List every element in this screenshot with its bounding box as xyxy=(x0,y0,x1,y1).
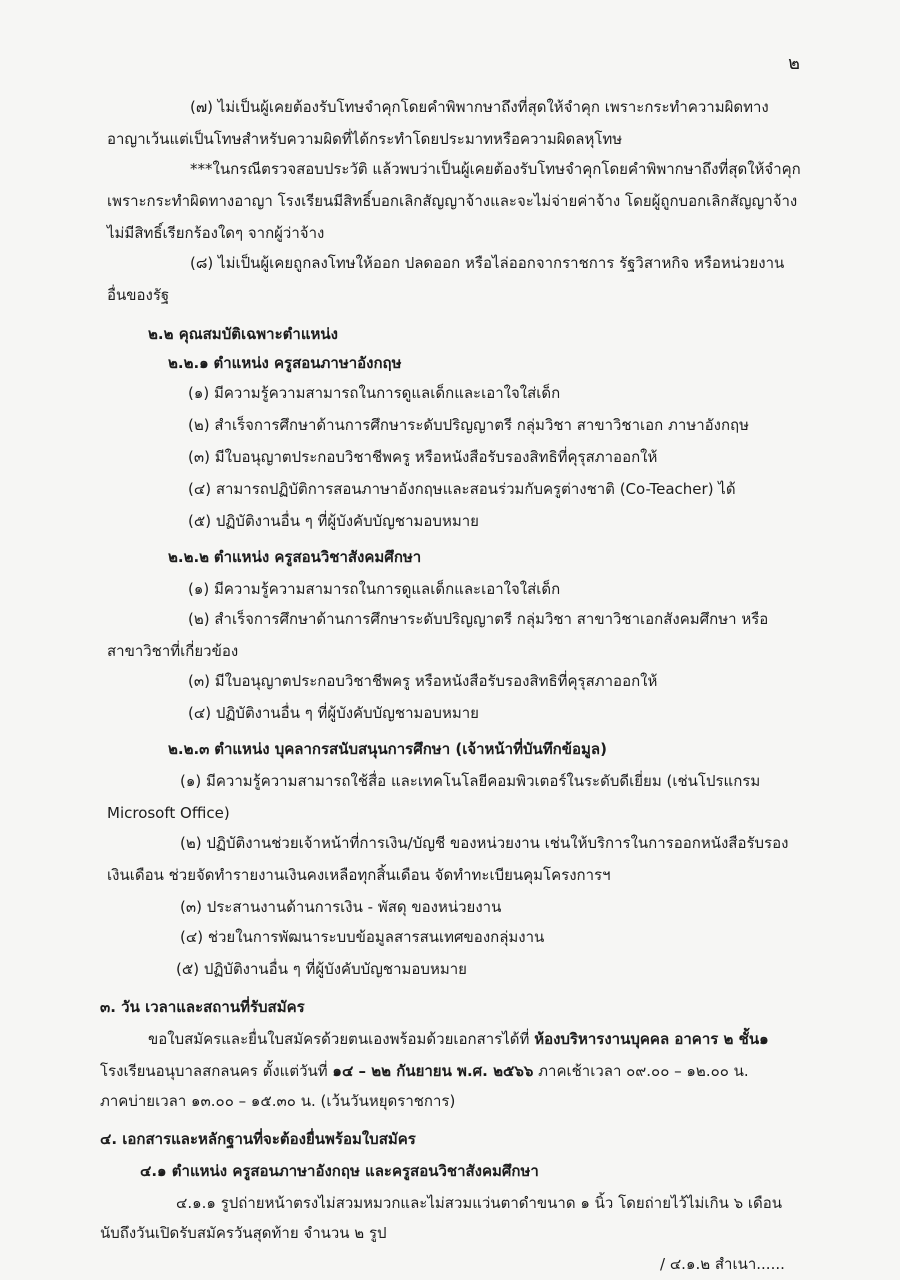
qualification-7-line2: อาญาเว้นแต่เป็นโทษสำหรับความผิดที่ได้กระทำโดยประมาทหรือความผิดลหุโทษ xyxy=(107,130,623,148)
application-place-text: ขอใบสมัครและยื่นใบสมัครด้วยตนเองพร้อมด้วยเอกสารได้ที่ xyxy=(148,1030,535,1048)
section-2-2-1-title: ตำแหน่ง ครูสอนภาษาอังกฤษ xyxy=(213,354,402,372)
application-date-line xyxy=(100,1060,749,1082)
support-staff-item-1-line2: Microsoft Office) xyxy=(107,804,230,822)
application-room: ห้องบริหารงานบุคคล อาคาร ๒ ชั้น๑ xyxy=(534,1030,769,1048)
section-2-2-1-heading xyxy=(168,352,402,374)
school-name: โรงเรียนอนุบาลสกลนคร ตั้งแต่วันที่ xyxy=(100,1062,333,1080)
section-4-heading: ๔. เอกสารและหลักฐานที่จะต้องยื่นพร้อมใบสมัคร xyxy=(100,1130,416,1148)
section-3-heading: ๓. วัน เวลาและสถานที่รับสมัคร xyxy=(100,998,305,1016)
qualification-7-line1: (๗) ไม่เป็นผู้เคยต้องรับโทษจำคุกโดยคำพิพากษาถึงที่สุดให้จำคุก เพราะกระทำความผิดทาง xyxy=(190,98,769,116)
continuation-footer: / ๔.๑.๒ สำเนา...... xyxy=(660,1255,785,1273)
social-teacher-item-4: (๔) ปฏิบัติงานอื่น ๆ ที่ผู้บังคับบัญชามอบหมาย xyxy=(188,704,479,722)
social-teacher-item-3: (๓) มีใบอนุญาตประกอบวิชาชีพครู หรือหนังสือรับรองสิทธิที่คุรุสภาออกให้ xyxy=(188,672,658,690)
section-2-2-2-heading xyxy=(168,546,421,568)
application-place-line1 xyxy=(148,1028,769,1050)
social-teacher-item-1: (๑) มีความรู้ความสามารถในการดูแลเด็กและเอาใจใส่เด็ก xyxy=(188,580,561,598)
background-check-note-line1: ***ในกรณีตรวจสอบประวัติ แล้วพบว่าเป็นผู้เคยต้องรับโทษจำคุกโดยคำพิพากษาถึงที่สุดให้จำคุก xyxy=(190,160,801,178)
support-staff-item-2-line1: (๒) ปฏิบัติงานช่วยเจ้าหน้าที่การเงิน/บัญชี ของหน่วยงาน เช่นให้บริการในการออกหนังสือรับรอง xyxy=(180,834,789,852)
page-number: ๒ xyxy=(788,53,800,74)
afternoon-hours: ภาคบ่ายเวลา ๑๓.๐๐ – ๑๕.๓๐ น. (เว้นวันหยุดราชการ) xyxy=(100,1092,456,1110)
support-staff-item-4: (๔) ช่วยในการพัฒนาระบบข้อมูลสารสนเทศของกลุ่มงาน xyxy=(180,928,545,946)
english-teacher-item-3: (๓) มีใบอนุญาตประกอบวิชาชีพครู หรือหนังสือรับรองสิทธิที่คุรุสภาออกให้ xyxy=(188,448,658,466)
section-2-2-1-number: ๒.๒.๑ xyxy=(168,354,209,372)
english-teacher-item-1: (๑) มีความรู้ความสามารถในการดูแลเด็กและเอาใจใส่เด็ก xyxy=(188,384,561,402)
english-teacher-item-5: (๕) ปฏิบัติงานอื่น ๆ ที่ผู้บังคับบัญชามอบหมาย xyxy=(188,512,479,530)
section-2-2-3-title: ตำแหน่ง บุคลากรสนับสนุนการศึกษา (เจ้าหน้าที่บันทึกข้อมูล) xyxy=(214,740,607,758)
support-staff-item-1-line1: (๑) มีความรู้ความสามารถใช้สื่อ และเทคโนโลยีคอมพิวเตอร์ในระดับดีเยี่ยม (เช่นโปรแกรม xyxy=(180,772,761,790)
section-2-2-heading: ๒.๒ คุณสมบัติเฉพาะตำแหน่ง xyxy=(148,325,338,343)
english-teacher-item-2: (๒) สำเร็จการศึกษาด้านการศึกษาระดับปริญญาตรี กลุ่มวิชา สาขาวิชาเอก ภาษาอังกฤษ xyxy=(188,416,750,434)
social-teacher-item-2-line2: สาขาวิชาที่เกี่ยวข้อง xyxy=(107,642,239,660)
support-staff-item-2-line2: เงินเดือน ช่วยจัดทำรายงานเงินคงเหลือทุกสิ้นเดือน จัดทำทะเบียนคุมโครงการฯ xyxy=(107,866,611,884)
document-item-4-1-1-line2: นับถึงวันเปิดรับสมัครวันสุดท้าย จำนวน ๒ รูป xyxy=(100,1224,387,1242)
section-4-1-heading: ๔.๑ ตำแหน่ง ครูสอนภาษาอังกฤษ และครูสอนวิชาสังคมศึกษา xyxy=(140,1162,539,1180)
social-teacher-item-2-line1: (๒) สำเร็จการศึกษาด้านการศึกษาระดับปริญญาตรี กลุ่มวิชา สาขาวิชาเอกสังคมศึกษา หรือ xyxy=(188,610,769,628)
section-2-2-2-number: ๒.๒.๒ xyxy=(168,548,210,566)
support-staff-item-5: (๕) ปฏิบัติงานอื่น ๆ ที่ผู้บังคับบัญชามอบหมาย xyxy=(176,960,467,978)
section-2-2-2-title: ตำแหน่ง ครูสอนวิชาสังคมศึกษา xyxy=(213,548,422,566)
qualification-8-line2: อื่นของรัฐ xyxy=(107,286,170,304)
background-check-note-line2: เพราะกระทำผิดทางอาญา โรงเรียนมีสิทธิ์บอกเลิกสัญญาจ้างและจะไม่จ่ายค่าจ้าง โดยผู้ถูกบอกเลิกสัญญาจ้าง xyxy=(107,192,798,210)
qualification-8-line1: (๘) ไม่เป็นผู้เคยถูกลงโทษให้ออก ปลดออก หรือไล่ออกจากราชการ รัฐวิสาหกิจ หรือหน่วยงาน xyxy=(190,254,785,272)
english-teacher-item-4: (๔) สามารถปฏิบัติการสอนภาษาอังกฤษและสอนร่วมกับครูต่างชาติ (Co-Teacher) ได้ xyxy=(188,480,736,498)
section-2-2-3-heading xyxy=(168,738,607,760)
application-dates: ๑๔ – ๒๒ กันยายน พ.ศ. ๒๕๖๖ xyxy=(332,1062,534,1080)
support-staff-item-3: (๓) ประสานงานด้านการเงิน - พัสดุ ของหน่วยงาน xyxy=(180,898,502,916)
document-item-4-1-1-line1: ๔.๑.๑ รูปถ่ายหน้าตรงไม่สวมหมวกและไม่สวมแว่นตาดำขนาด ๑ นิ้ว โดยถ่ายไว้ไม่เกิน ๖ เดือน xyxy=(176,1194,783,1212)
section-2-2-3-number: ๒.๒.๓ xyxy=(168,740,210,758)
morning-hours: ภาคเช้าเวลา ๐๙.๐๐ – ๑๒.๐๐ น. xyxy=(533,1062,749,1080)
background-check-note-line3: ไม่มีสิทธิ์เรียกร้องใดๆ จากผู้ว่าจ้าง xyxy=(107,224,325,242)
